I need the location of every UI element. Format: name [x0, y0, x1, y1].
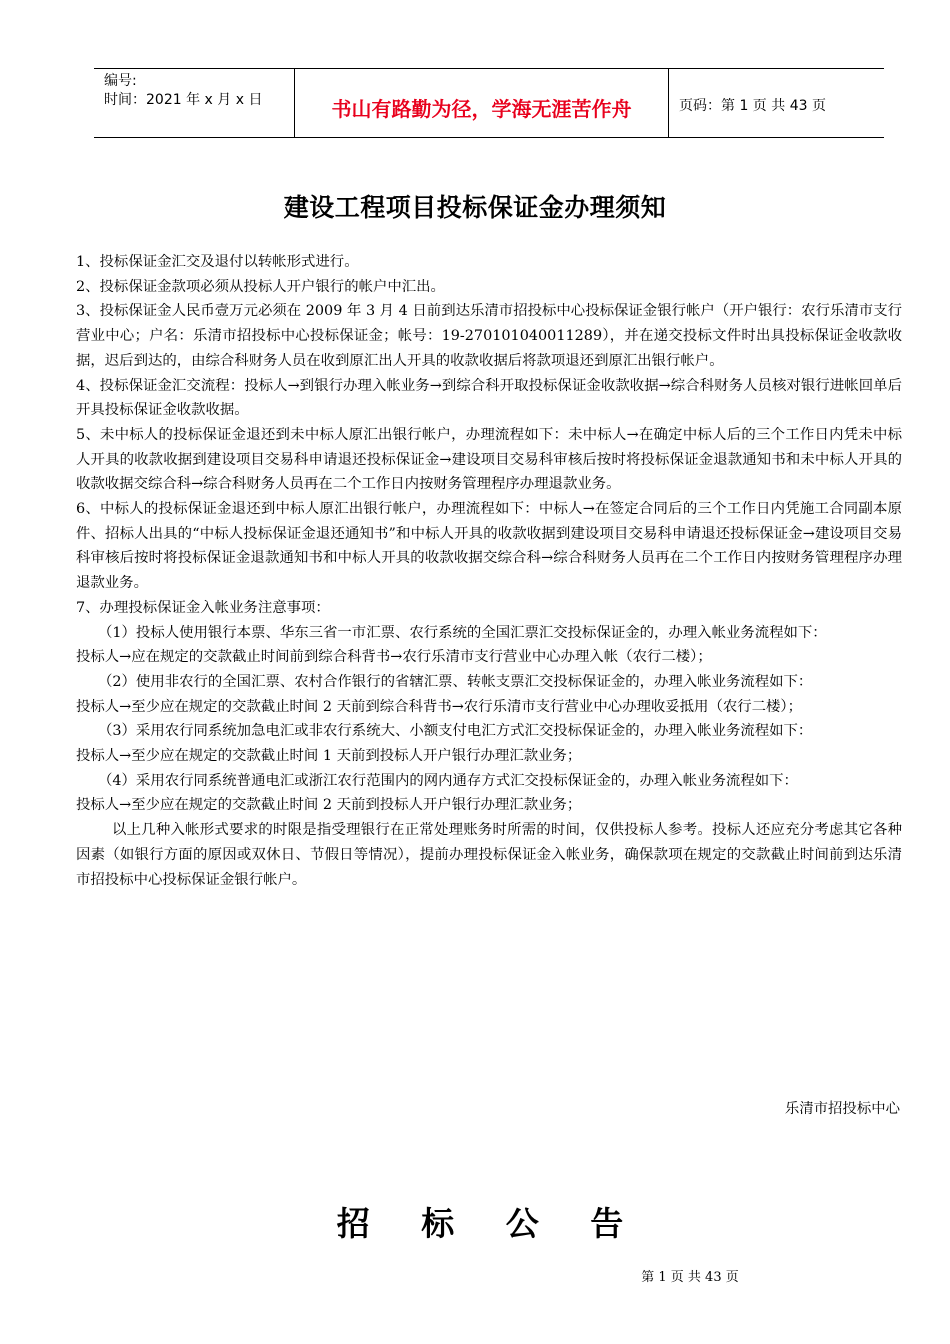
number-label: 编号: — [104, 73, 137, 89]
document-body — [76, 250, 902, 892]
motto: 书山有路勤为径，学海无涯苦作舟 — [331, 97, 632, 121]
page-header — [94, 68, 884, 138]
page-info: 页码：第 1 页 共 43 页 — [679, 98, 826, 114]
paragraph: （3）采用农行同系统加急电汇或非农行系统大、小额支付电汇方式汇交投标保证金的，办理入帐业务流程如下： — [98, 723, 813, 740]
paragraph: （2）使用非农行的全国汇票、农村合作银行的省辖汇票、转帐支票汇交投标保证金的，办理入帐业务流程如下： — [98, 673, 813, 690]
paragraph: （1）投标人使用银行本票、华东三省一市汇票、农行系统的全国汇票汇交投标保证金的，办理入帐业务流程如下： — [98, 624, 827, 641]
notice-heading: 招 标 公 告 — [336, 1204, 644, 1243]
paragraph: 7、办理投标保证金入帐业务注意事项： — [76, 599, 330, 616]
paragraph: 以上几种入帐形式要求的时限是指受理银行在正常处理账务时所需的时间，仅供投标人参考。投标人还应充分考虑其它各种因素（如银行方面的原因或双休日、节假日等情况），提前办理投标保证金入帐业务，确保款项在规定的交款截止时间前到达乐清市招投标中心投标保证金银行帐户。 — [76, 822, 902, 888]
header-page-cell — [669, 69, 884, 137]
document-title: 建设工程项目投标保证金办理须知 — [283, 193, 667, 222]
signature: 乐清市招投标中心 — [784, 1101, 900, 1117]
paragraph: 6、中标人的投标保证金退还到中标人原汇出银行帐户，办理流程如下：中标人→在签定合同后的三个工作日内凭施工合同副本原件、招标人出具的“中标人投标保证金退还通知书”和中标人开具的收款收据到建设项目交易科申请退还投标保证金→建设项目交易科审核后按时将投标保证金退款通知书和中标人开具的收款收据交综合科→综合科财务人员再在二个工作日内按财务管理程序办理退款业务。 — [76, 501, 902, 592]
paragraph: 投标人→至少应在规定的交款截止时间 2 天前到综合科背书→农行乐清市支行营业中心办理收妥抵用（农行二楼）； — [76, 698, 802, 715]
paragraph: 5、未中标人的投标保证金退还到未中标人原汇出银行帐户，办理流程如下：未中标人→在确定中标人后的三个工作日内凭未中标人开具的收款收据到建设项目交易科申请退还投标保证金→建设项目交易科审核后按时将投标保证金退款通知书和未中标人开具的收款收据交综合科→综合科财务人员再在二个工作日内按财务管理程序办理退款业务。 — [76, 426, 902, 493]
page-footer: 第 1 页 共 43 页 — [641, 1270, 739, 1285]
paragraph: 2、投标保证金款项必须从投标人开户银行的帐户中汇出。 — [76, 278, 445, 295]
header-meta-cell — [94, 69, 295, 137]
header-motto-cell — [295, 69, 669, 137]
paragraph: （4）采用农行同系统普通电汇或浙江农行范围内的网内通存方式汇交投标保证金的，办理入帐业务流程如下： — [98, 772, 798, 789]
paragraph: 3、投标保证金人民币壹万元必须在 2009 年 3 月 4 日前到达乐清市招投标中心投标保证金银行帐户（开户银行：农行乐清市支行营业中心；户名：乐清市招投标中心投标保证金；帐号：19-270101040011289），并在递交投标文件时出具投标保证金收款收据，迟后到达的，由综合科财务人员在收到原汇出人开具的收款收据后将款项退还到原汇出银行帐户。 — [76, 303, 902, 369]
paragraph: 投标人→应在规定的交款截止时间前到综合科背书→农行乐清市支行营业中心办理入帐（农行二楼）； — [76, 649, 712, 666]
paragraph: 1、投标保证金汇交及退付以转帐形式进行。 — [76, 254, 359, 270]
paragraph: 投标人→至少应在规定的交款截止时间 2 天前到投标人开户银行办理汇款业务； — [76, 797, 582, 814]
paragraph: 投标人→至少应在规定的交款截止时间 1 天前到投标人开户银行办理汇款业务； — [76, 748, 582, 765]
paragraph: 4、投标保证金汇交流程：投标人→到银行办理入帐业务→到综合科开取投标保证金收款收据→综合科财务人员核对银行进帐回单后开具投标保证金收款收据。 — [76, 377, 902, 419]
time-label: 时间：2021 年 x 月 x 日 — [104, 92, 263, 108]
